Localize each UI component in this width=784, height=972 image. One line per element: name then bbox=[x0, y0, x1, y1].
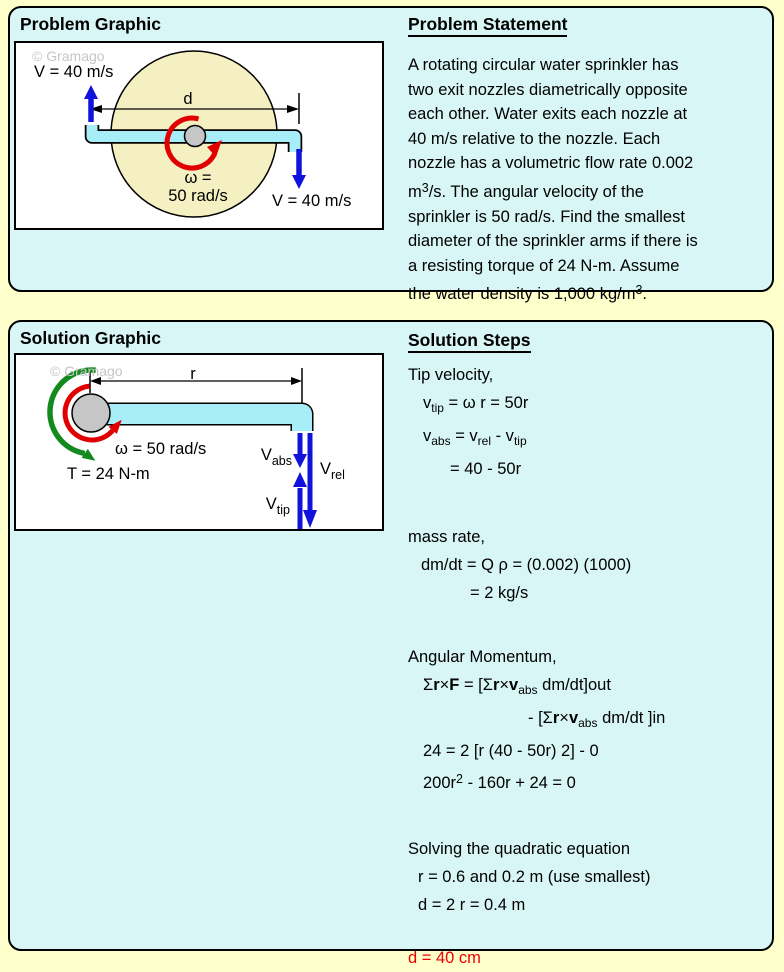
text-line: $200r^2 - 160r + 24 = 0$ bbox=[423, 772, 576, 792]
omega-label-line1: ω = bbox=[184, 169, 212, 187]
solution-steps-column bbox=[408, 330, 782, 972]
v-tip-label: $V_{tip}$ bbox=[265, 495, 290, 517]
hub bbox=[72, 394, 110, 432]
text-line: mass rate, bbox=[408, 528, 486, 546]
problem-statement-text bbox=[408, 53, 782, 307]
text-line: Solving the quadratic equation bbox=[408, 840, 630, 858]
text-line: nozzle has a volumetric flow rate 0.002 bbox=[408, 154, 694, 173]
v-rel-label: $V_{rel}$ bbox=[320, 460, 345, 482]
hub bbox=[185, 126, 206, 147]
text-line: d = 40 cm bbox=[408, 949, 481, 967]
omega-label-line2: 50 rad/s bbox=[168, 187, 228, 205]
problem-diagram bbox=[16, 43, 382, 228]
solution-panel bbox=[8, 320, 774, 967]
solution-graphic-title: Solution Graphic bbox=[20, 328, 161, 348]
solution-diagram-box bbox=[14, 353, 384, 531]
v-abs-label: $V_{abs}$ bbox=[260, 446, 292, 468]
problem-diagram-box bbox=[14, 41, 384, 230]
text-line: = 40 - 50r bbox=[450, 460, 522, 478]
text-line: = 2 kg/s bbox=[470, 584, 529, 602]
watermark: © Gramago bbox=[32, 48, 105, 64]
text-line: Tip velocity, bbox=[408, 366, 494, 384]
text-line: 24 = 2 [r (40 - 50r) 2] - 0 bbox=[423, 742, 599, 760]
solution-steps-title: Solution Steps bbox=[408, 330, 531, 353]
text-line: A rotating circular water sprinkler has bbox=[408, 56, 679, 74]
text-line: d = 2 r = 0.4 m bbox=[418, 896, 526, 914]
text-line: $m^3/s$. The angular velocity of the bbox=[408, 180, 644, 201]
problem-graphic-title: Problem Graphic bbox=[20, 14, 162, 34]
text-line: diameter of the sprinkler arms if there is bbox=[408, 232, 698, 251]
sprinkler-arm-pipe bbox=[96, 414, 302, 431]
exit-velocity-arrow-left bbox=[84, 85, 98, 122]
text-line: 40 m/s relative to the nozzle. Each bbox=[408, 129, 661, 148]
watermark: © Gramago bbox=[50, 363, 123, 379]
text-line: r = 0.6 and 0.2 m (use smallest) bbox=[418, 868, 651, 886]
text-line: $v_{abs} = v_{rel} - v_{tip}$ bbox=[423, 427, 527, 448]
text-line: $v_{tip} = \omega$ r = 50r bbox=[423, 394, 529, 415]
text-line: Angular Momentum, bbox=[408, 648, 557, 666]
solution-diagram bbox=[16, 355, 382, 529]
velocity-label-right: V = 40 m/s bbox=[272, 192, 352, 210]
text-line: each other. Water exits each nozzle at bbox=[408, 105, 688, 124]
torque-label: T = 24 N-m bbox=[67, 465, 150, 483]
diameter-label: d bbox=[183, 90, 193, 108]
problem-statement-title: Problem Statement bbox=[408, 14, 567, 37]
v-rel-arrow bbox=[303, 433, 317, 528]
problem-panel bbox=[8, 6, 774, 304]
exit-velocity-arrow-right bbox=[292, 149, 306, 189]
text-line: the water density is 1,000 $kg/m^3$. bbox=[408, 283, 647, 304]
text-line: sprinkler is 50 rad/s. Find the smallest bbox=[408, 207, 685, 226]
omega-label: ω = 50 rad/s bbox=[115, 440, 207, 458]
text-line: dm/dt = Q ρ = (0.002) (1000) bbox=[421, 556, 632, 574]
text-line: two exit nozzles diametrically opposite bbox=[408, 80, 688, 99]
radius-label: r bbox=[190, 365, 196, 383]
text-line: a resisting torque of 24 N-m. Assume bbox=[408, 256, 680, 275]
text-line: - [$\Sigma r\times v_{abs}$ dm/dt ]in bbox=[528, 709, 666, 730]
problem-statement-column bbox=[408, 14, 782, 307]
v-tip-arrow bbox=[293, 472, 307, 529]
solution-steps-text bbox=[408, 361, 782, 972]
text-line: $\Sigma r\times F = [\Sigma r\times v_{abs}$ dm/dt]out bbox=[423, 676, 611, 697]
velocity-label-left: V = 40 m/s bbox=[34, 63, 114, 81]
v-abs-arrow bbox=[293, 433, 307, 468]
